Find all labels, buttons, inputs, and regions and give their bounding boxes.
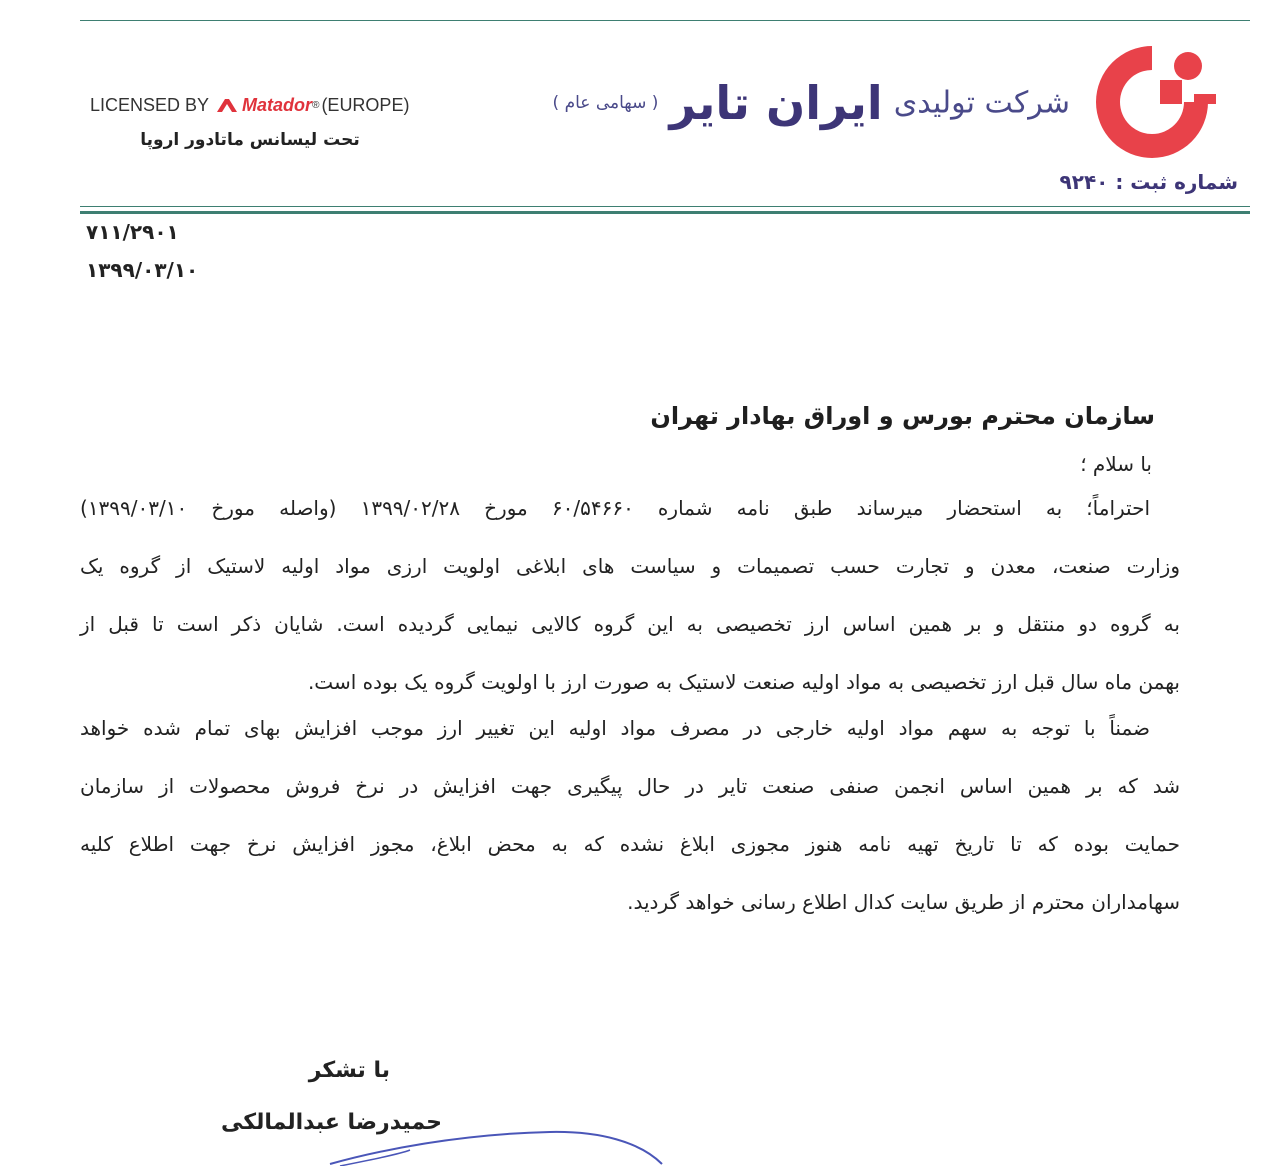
license-line — [90, 92, 450, 118]
company-name: ایران تایر — [669, 76, 883, 130]
body-line: وزارت صنعت، معدن و تجارت حسب تصمیمات و سیاست های ابلاغی اولویت ارزی مواد اولیه لاستیک از گروه یک — [80, 554, 1180, 578]
header-bottom-rule-1 — [80, 206, 1250, 207]
recipient: سازمان محترم بورس و اوراق بهادار تهران — [650, 402, 1155, 430]
license-prefix: LICENSED BY — [90, 94, 210, 115]
signer-name: حمیدرضا عبدالمالکی — [221, 1110, 442, 1135]
body-line: ضمناً با توجه به سهم مواد اولیه خارجی در مصرف مواد اولیه این تغییر ارز موجب افزایش بهای تمام شده خواهد — [80, 716, 1150, 740]
body-line: حمایت بوده که تا تاریخ تهیه نامه هنوز مجوزی ابلاغ نشده که به محض ابلاغ، مجوز افزایش نرخ جهت اطلاع کلیه — [80, 832, 1180, 856]
letter-number: ۷۱۱/۲۹۰۱ — [86, 220, 179, 244]
body-line: شد که بر همین اساس انجمن صنفی صنعت تایر در حال پیگیری جهت افزایش در نرخ فروش محصولات از سازمان — [80, 774, 1180, 798]
company-logo-icon — [1082, 36, 1222, 166]
closing: با تشکر — [308, 1058, 390, 1083]
company-prefix: شرکت تولیدی — [893, 85, 1070, 121]
body-line: بهمن ماه سال قبل ارز تخصیصی به مواد اولیه صنعت لاستیک به صورت ارز با اولویت گروه یک بوده است. — [307, 670, 1180, 694]
body-paragraph-2 — [80, 710, 1180, 942]
body-paragraph-1 — [80, 490, 1180, 722]
body-line: به گروه دو منتقل و بر همین اساس ارز تخصیصی به این گروه کالایی نیمایی گردیده است. شایان ذکر است تا قبل از — [80, 612, 1180, 636]
company-type: ( سهامی عام ) — [552, 93, 659, 113]
company-title — [520, 76, 1070, 146]
signature-stroke-icon — [300, 1120, 680, 1166]
matador-logo-icon — [215, 97, 239, 113]
letter-date: ۱۳۹۹/۰۳/۱۰ — [86, 258, 199, 282]
license-brand: Matador — [242, 94, 313, 115]
body-line: سهامداران محترم از طریق سایت کدال اطلاع رسانی خواهد گردید. — [627, 890, 1180, 914]
body-line: احتراماً؛ به استحضار میرساند طبق نامه شماره ۶۰/۵۴۶۶۰ مورخ ۱۳۹۹/۰۲/۲۸ (واصله مورخ ۱۳۹۹/۰۳/۱۰) — [80, 496, 1151, 520]
registered-mark: ® — [312, 99, 320, 111]
header-bottom-rule-2 — [80, 211, 1250, 214]
license-suffix: (EUROPE) — [321, 94, 410, 115]
header-top-rule — [80, 20, 1250, 21]
registration-number: شماره ثبت : ۹۲۴۰ — [1059, 170, 1238, 194]
salutation: با سلام ؛ — [1080, 452, 1152, 476]
license-persian: تحت لیسانس ماتادور اروپا — [140, 130, 360, 150]
